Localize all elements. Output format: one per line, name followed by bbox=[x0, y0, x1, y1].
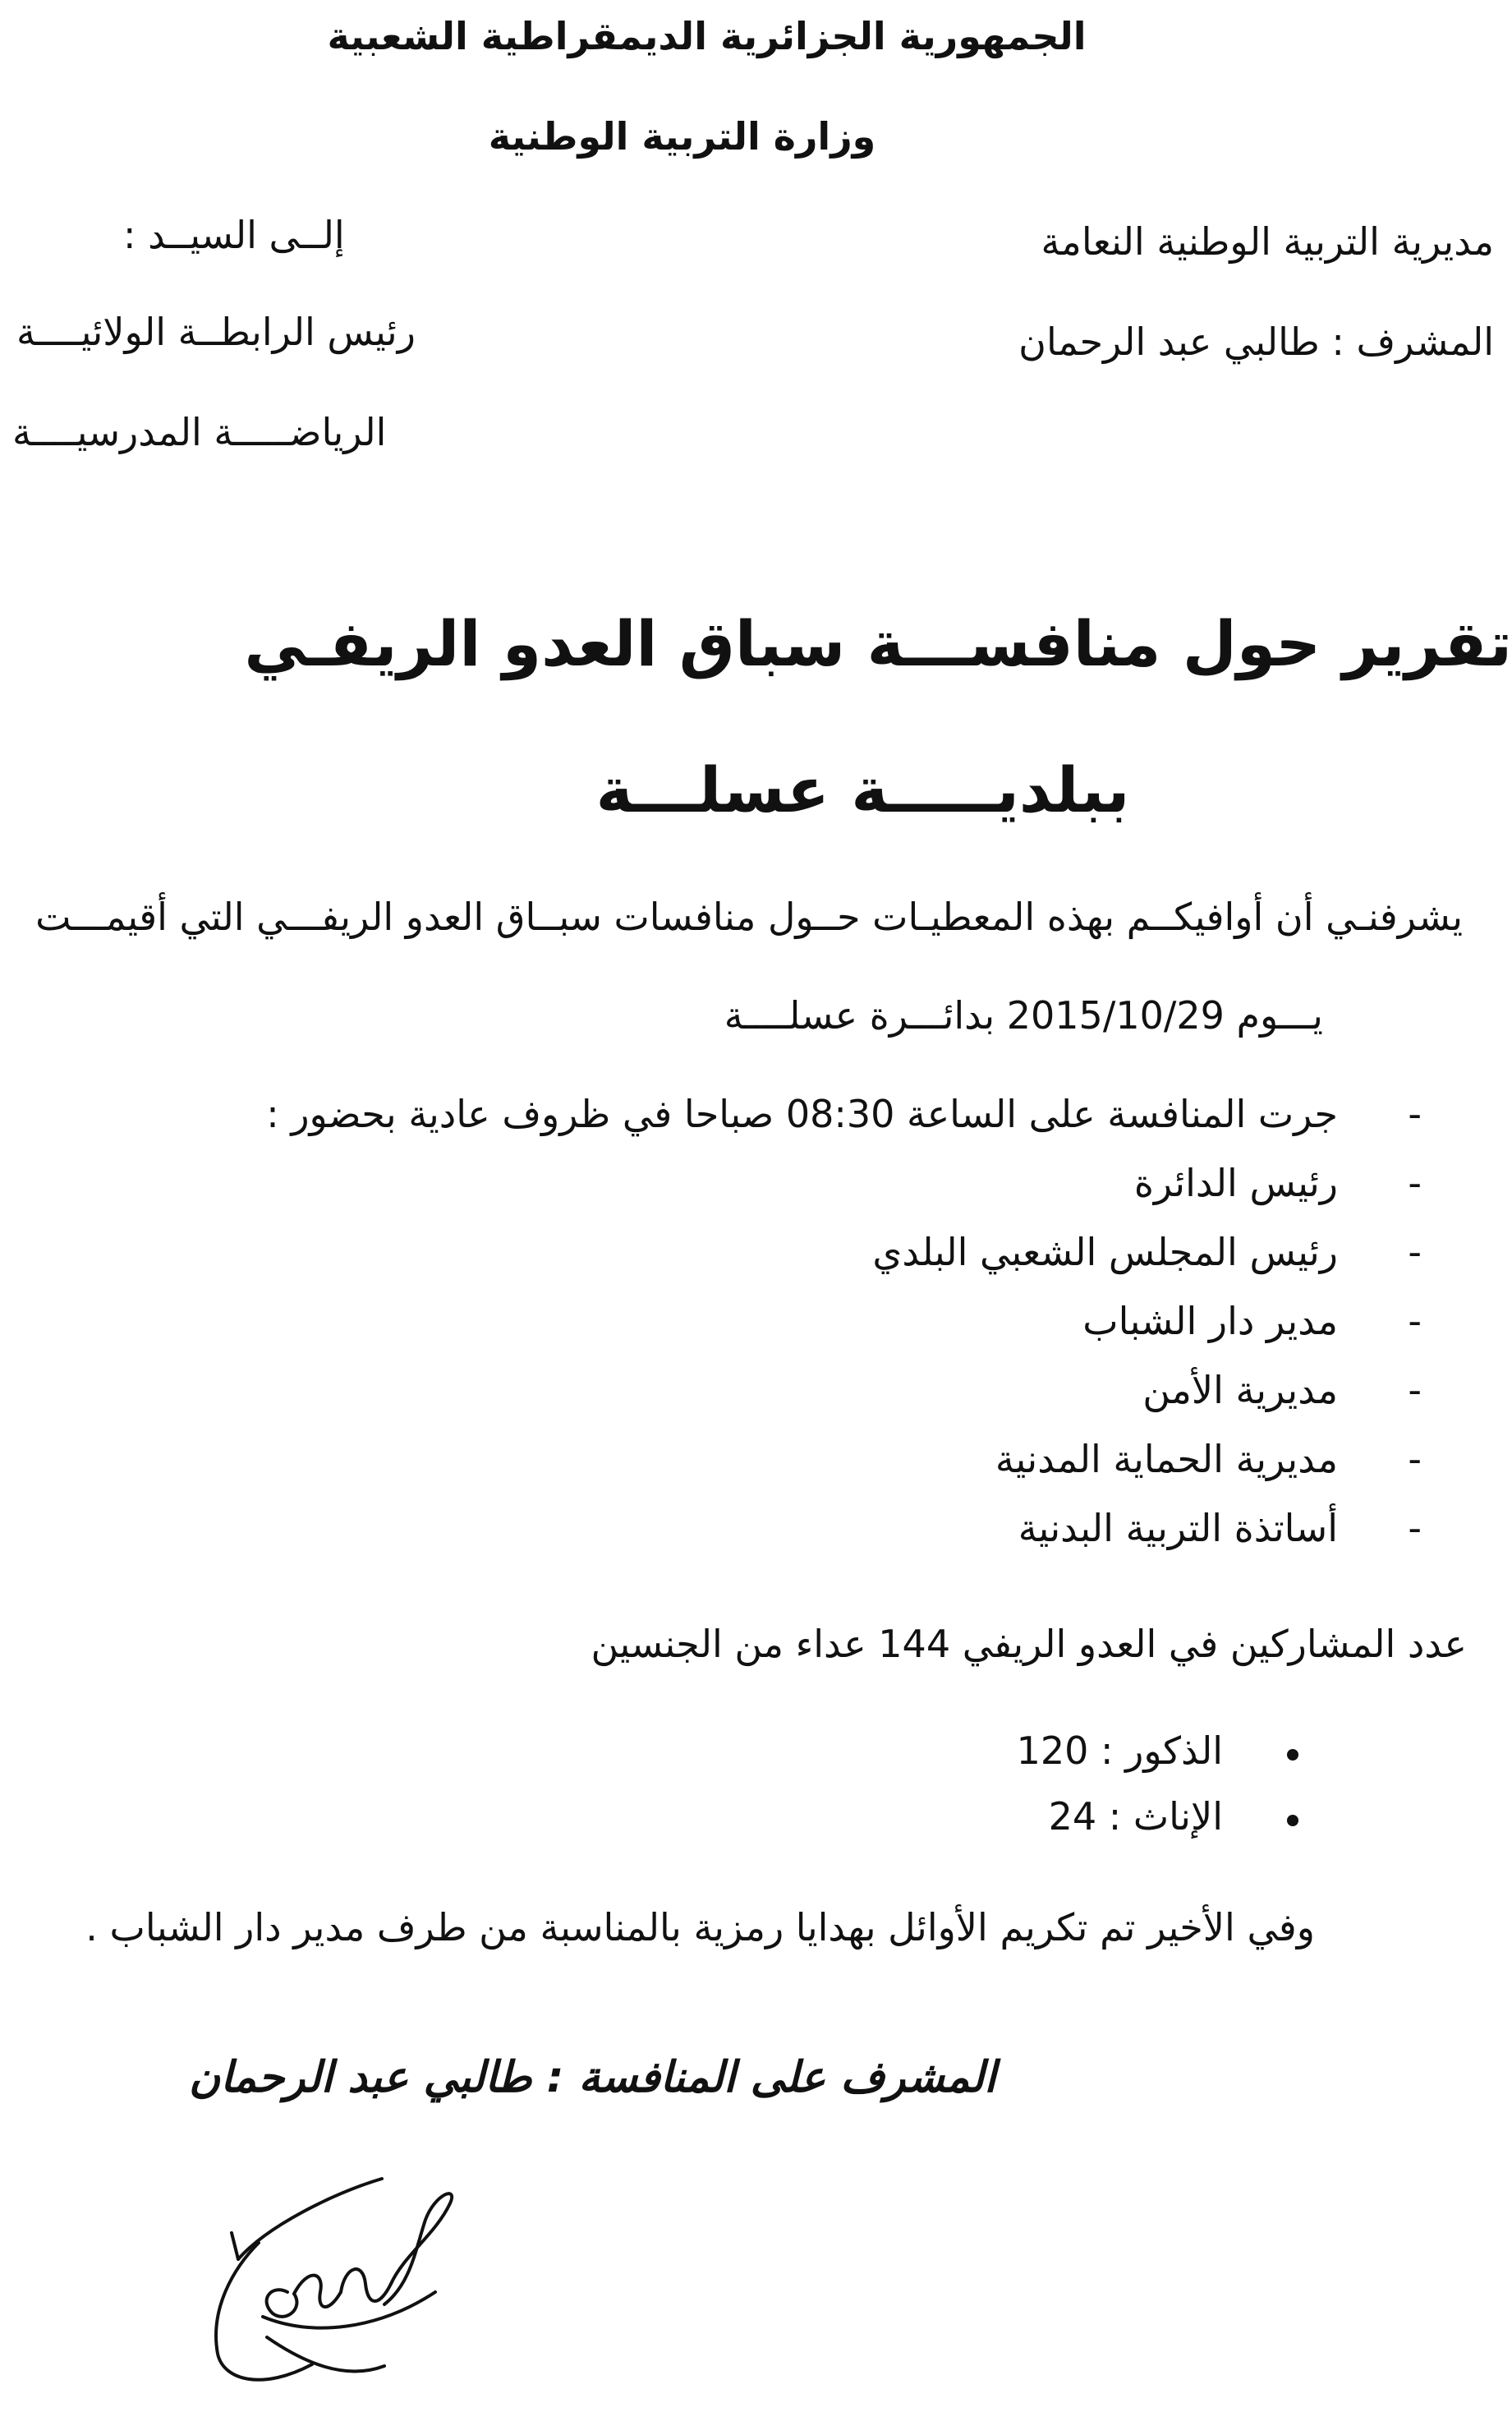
attendance-item-text: مدير دار الشباب bbox=[1082, 1299, 1338, 1343]
attendance-item-text: رئيس المجلس الشعبي البلدي bbox=[872, 1230, 1338, 1274]
attendance-item-text: أساتذة التربية البدنية bbox=[1018, 1506, 1338, 1550]
ministry-header: وزارة التربية الوطنية bbox=[488, 114, 876, 159]
list-item bbox=[266, 1369, 1422, 1438]
list-item bbox=[1017, 1729, 1307, 1795]
attendance-item-text: مديرية الأمن bbox=[1142, 1368, 1338, 1412]
recipient-title-line1: رئيس الرابطــة الولائيــــة bbox=[16, 310, 416, 354]
dash-marker: - bbox=[1408, 1437, 1422, 1481]
dash-marker: - bbox=[1408, 1161, 1422, 1205]
intro-line1: يشرفنـي أن أوافيكــم بهذه المعطيـات حــول منافسات سبــاق العدو الريفـــي التي أقيمـــت bbox=[35, 895, 1463, 939]
females-count: الإناث : 24 bbox=[1048, 1794, 1223, 1839]
attendance-item-text: جرت المنافسة على الساعة 08:30 صباحا في ظروف عادية بحضور : bbox=[266, 1092, 1338, 1136]
bullet-icon bbox=[1287, 1749, 1298, 1761]
list-item bbox=[266, 1300, 1422, 1369]
participants-breakdown bbox=[1017, 1729, 1307, 1861]
list-item bbox=[1017, 1795, 1307, 1861]
dash-marker: - bbox=[1408, 1092, 1422, 1136]
list-item bbox=[266, 1231, 1422, 1300]
sender-supervisor: المشرف : طالبي عبد الرحمان bbox=[1018, 320, 1494, 364]
dash-marker: - bbox=[1408, 1230, 1422, 1274]
recipient-title-line2: الرياضـــــة المدرسيــــة bbox=[12, 410, 387, 454]
republic-header: الجمهورية الجزائرية الديمقراطية الشعبية bbox=[327, 14, 1087, 58]
list-item bbox=[266, 1162, 1422, 1231]
dash-marker: - bbox=[1408, 1506, 1422, 1550]
list-item bbox=[266, 1438, 1422, 1507]
closing-paragraph: وفي الأخير تم تكريم الأوائل بهدايا رمزية بالمناسبة من طرف مدير دار الشباب . bbox=[85, 1905, 1315, 1949]
intro-line2: يـــوم 2015/10/29 بدائـــرة عسلــــة bbox=[724, 993, 1323, 1038]
attendance-item-text: مديرية الحماية المدنية bbox=[995, 1437, 1338, 1481]
males-count: الذكور : 120 bbox=[1016, 1728, 1223, 1773]
list-item bbox=[266, 1507, 1422, 1576]
dash-marker: - bbox=[1408, 1368, 1422, 1412]
report-title-line1: تقرير حول منافســـة سباق العدو الريفـي bbox=[244, 607, 1512, 680]
list-item bbox=[266, 1093, 1422, 1162]
sender-directorate: مديرية التربية الوطنية النعامة bbox=[1041, 219, 1494, 264]
participants-summary: عدد المشاركين في العدو الريفي 144 عداء من الجنسين bbox=[591, 1622, 1467, 1666]
attendance-list bbox=[266, 1093, 1422, 1576]
signature-drawing bbox=[189, 2169, 468, 2407]
handwritten-signature bbox=[189, 2169, 468, 2407]
bullet-icon bbox=[1287, 1815, 1298, 1826]
recipient-to-label: إلــى السيــد : bbox=[123, 213, 345, 257]
report-title-line2: ببلديـــــة عسلـــة bbox=[595, 753, 1130, 826]
dash-marker: - bbox=[1408, 1299, 1422, 1343]
signature-label: المشرف على المنافسة : طالبي عبد الرحمان bbox=[189, 2053, 996, 2102]
attendance-item-text: رئيس الدائرة bbox=[1133, 1161, 1338, 1205]
